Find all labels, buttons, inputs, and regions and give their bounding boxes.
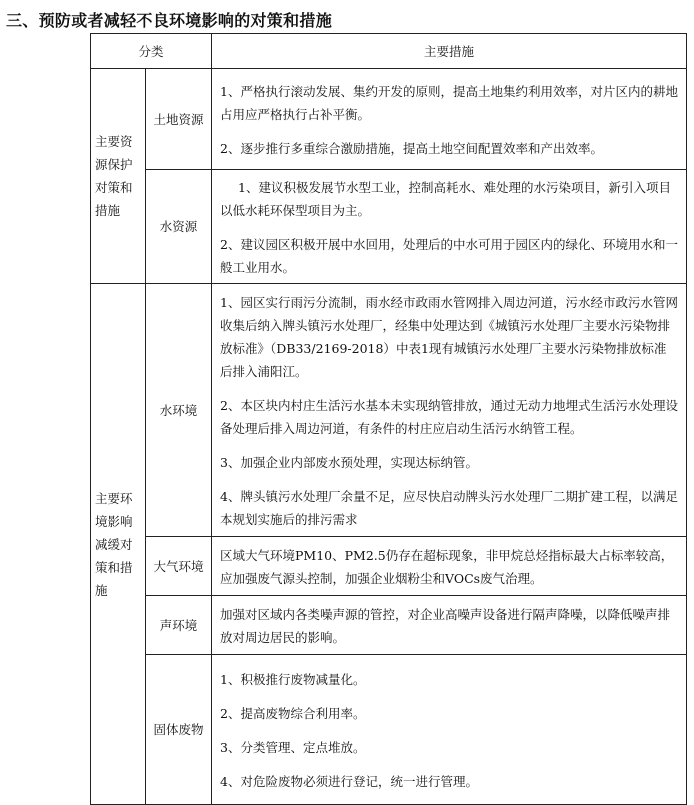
- measure-item: 2、本区块内村庄生活污水基本未实现纳管排放，通过无动力地埋式生活污水处理设备处理后排入周边河道，有条件的村庄应启动生活污水纳管工程。: [220, 397, 678, 436]
- measure-item: 2、提高废物综合利用率。: [220, 705, 366, 721]
- table-row: [91, 69, 687, 170]
- table-header-row: [91, 34, 687, 69]
- header-measures: 主要措施: [212, 34, 687, 69]
- measure-item: 3、分类管理、定点堆放。: [220, 739, 366, 755]
- table-row: [91, 655, 687, 805]
- subcategory-water-resources: 水资源: [146, 170, 212, 284]
- measures-noise: [212, 596, 687, 655]
- subcategory-noise: 声环境: [146, 596, 212, 655]
- measures-water-resources: [212, 170, 687, 284]
- measure-item: 2、建议园区积极开展中水回用，处理后的中水可用于园区内的绿化、环境用水和一般工业用水。: [220, 236, 678, 275]
- measures-water-environment: [212, 284, 687, 537]
- table-row: [91, 596, 687, 655]
- subcategory-water-environment: 水环境: [146, 284, 212, 537]
- measure-item: 2、逐步推行多重综合激励措施，提高土地空间配置效率和产出效率。: [220, 140, 603, 156]
- measure-item: 区域大气环境PM10、PM2.5仍存在超标现象，非甲烷总烃指标最大占标率较高，应加强废气源头控制，加强企业烟粉尘和VOCs废气治理。: [220, 547, 674, 586]
- measures-solid-waste: [212, 655, 687, 805]
- group-label-environment: 主要环境影响减缓对策和措施: [91, 284, 146, 805]
- measure-item: 1、积极推行废物减量化。: [220, 671, 366, 687]
- section-heading: 三、预防或者减轻不良环境影响的对策和措施: [6, 11, 333, 30]
- measure-item: 3、加强企业内部废水预处理，实现达标纳管。: [220, 454, 478, 470]
- measures-air: [212, 537, 687, 596]
- measure-item: 1、建议积极发展节水型工业，控制高耗水、难处理的水污染项目，新引入项目以低水耗环保型项目为主。: [220, 179, 671, 218]
- measures-land: [212, 69, 687, 170]
- measure-item: 4、牌头镇污水处理厂余量不足，应尽快启动牌头污水处理厂二期扩建工程，以满足本规划实施后的排污需求: [220, 488, 678, 527]
- header-category: 分类: [91, 34, 212, 69]
- subcategory-air: 大气环境: [146, 537, 212, 596]
- measure-item: 1、严格执行滚动发展、集约开发的原则，提高土地集约利用效率，对片区内的耕地占用应严格执行占补平衡。: [220, 83, 678, 122]
- measure-item: 1、园区实行雨污分流制，雨水经市政雨水管网排入周边河道，污水经市政污水管网收集后纳入牌头镇污水处理厂，经集中处理达到《城镇污水处理厂主要水污染物排放标准》（DB33/2169-2018）中表1现有城镇污水处理厂主要水污染物排放标准后排入浦阳江。: [220, 294, 678, 379]
- measure-item: 4、对危险废物必须进行登记，统一进行管理。: [220, 773, 478, 789]
- table-row: [91, 284, 687, 537]
- table-row: [91, 170, 687, 284]
- group-label-resources: 主要资源保护对策和措施: [91, 69, 146, 284]
- measure-item: 加强对区域内各类噪声源的管控，对企业高噪声设备进行隔声降噪，以降低噪声排放对周边居民的影响。: [220, 606, 671, 645]
- subcategory-land: 土地资源: [146, 69, 212, 170]
- measures-table: [90, 33, 687, 805]
- subcategory-solid-waste: 固体废物: [146, 655, 212, 805]
- table-row: [91, 537, 687, 596]
